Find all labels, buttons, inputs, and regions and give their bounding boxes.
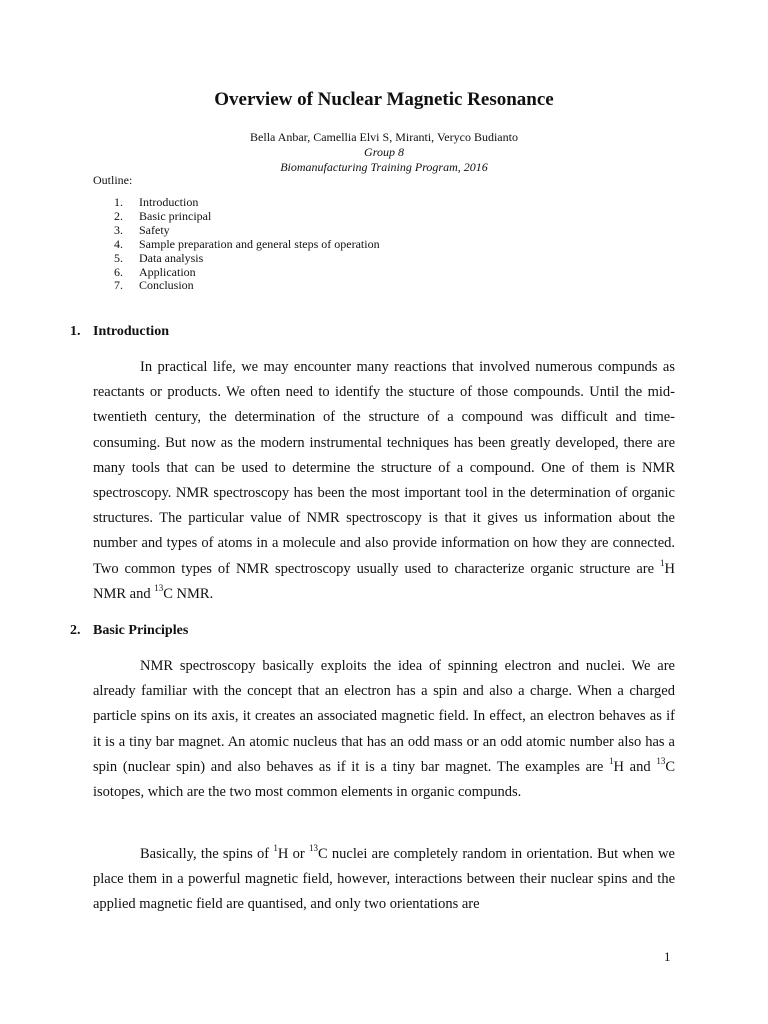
outline-item xyxy=(114,252,380,266)
superscript-mass-number: 1 xyxy=(660,557,665,568)
paragraph-text: C nuclei are completely random in orientation. But when we place them in a powerful magnetic field, however, interactions between their nuclear spins and the applied magnetic field are quantised, and only two orientations are xyxy=(93,846,675,913)
outline-item-text: Conclusion xyxy=(139,278,194,293)
outline-item xyxy=(114,196,380,210)
basic-principles-paragraph-2 xyxy=(93,842,675,918)
outline-item-number: 4. xyxy=(114,236,123,251)
outline-item-number: 1. xyxy=(114,195,123,209)
page-number: 1 xyxy=(664,949,671,964)
outline-item-number: 2. xyxy=(114,208,123,223)
section-heading-basic-principles xyxy=(70,622,188,640)
superscript-mass-number: 13 xyxy=(154,583,164,593)
section-number: 1. xyxy=(70,324,81,339)
paragraph-text: H and xyxy=(613,758,657,775)
introduction-paragraph xyxy=(93,355,675,607)
outline-item-text: Sample preparation and general steps of operation xyxy=(139,236,380,251)
outline-item xyxy=(114,224,380,238)
document-title: Overview of Nuclear Magnetic Resonance xyxy=(214,89,554,110)
outline-item-number: 5. xyxy=(114,250,123,265)
superscript-mass-number: 1 xyxy=(273,843,278,854)
section-heading-introduction xyxy=(70,323,169,341)
outline-item xyxy=(114,238,380,252)
section-title: Introduction xyxy=(93,324,169,339)
outline-item-number: 6. xyxy=(114,264,123,279)
outline-item xyxy=(114,279,380,293)
outline-item xyxy=(114,210,380,224)
paragraph-text: Basically, the spins of xyxy=(140,846,274,862)
paragraph-text: C isotopes, which are the two most common elements in organic compunds. xyxy=(93,758,675,801)
author-block xyxy=(0,130,768,175)
outline-item-text: Basic principal xyxy=(139,208,212,223)
paragraph-text: C NMR. xyxy=(163,585,214,602)
superscript-mass-number: 13 xyxy=(308,843,318,854)
section-number: 2. xyxy=(70,623,81,638)
outline-list xyxy=(114,196,380,293)
paragraph-text: In practical life, we may encounter many reactions that involved numerous compunds as reactants or products. We often need to identify the stucture of those compounds. Until the mid-twentieth century, the determination of the structure of a compound was difficult and time-consuming. But now as the modern instrumental techniques has been greatly developed, there are many tools that can be used to determine the structure of a compound. One of them is NMR spectroscopy. NMR spectroscopy has been the most important tool in the determination of organic structures. The particular value of NMR spectroscopy is that it gives us information about the number and types of atoms in a molecule and also provide information on how they are connected. Two common types of NMR spectroscopy usually used to characterize organic structure are xyxy=(93,359,675,577)
superscript-mass-number: 1 xyxy=(608,755,614,766)
paragraph-text: H or xyxy=(277,846,309,862)
outline-item-text: Introduction xyxy=(139,195,199,209)
paragraph-text: H NMR and xyxy=(93,560,675,602)
outline-item-text: Data analysis xyxy=(139,250,204,265)
paragraph-text: NMR spectroscopy basically exploits the idea of spinning electron and nuclei. We are already familiar with the concept that an electron has a spin and also a charge. When a charged particle spins on its axis, it creates an associated magnetic field. In effect, an electron behaves as if it is a tiny bar magnet. An atomic nucleus that has an odd mass or an odd atomic number also has a spin (nuclear spin) and also behaves as if it is a tiny bar magnet. The examples are xyxy=(93,658,675,775)
program-label: Biomanufacturing Training Program, 2016 xyxy=(280,160,488,174)
basic-principles-paragraph-1 xyxy=(93,654,675,805)
section-title: Basic Principles xyxy=(93,623,189,638)
superscript-mass-number: 13 xyxy=(656,755,666,766)
author-names: Bella Anbar, Camellia Elvi S, Miranti, Veryco Budianto xyxy=(250,130,518,144)
outline-item-text: Application xyxy=(139,264,196,279)
outline-item-number: 3. xyxy=(114,222,123,237)
outline-item xyxy=(114,266,380,280)
outline-item-number: 7. xyxy=(114,278,123,293)
outline-label: Outline: xyxy=(93,173,133,187)
group-label: Group 8 xyxy=(364,145,404,159)
outline-item-text: Safety xyxy=(139,222,170,237)
